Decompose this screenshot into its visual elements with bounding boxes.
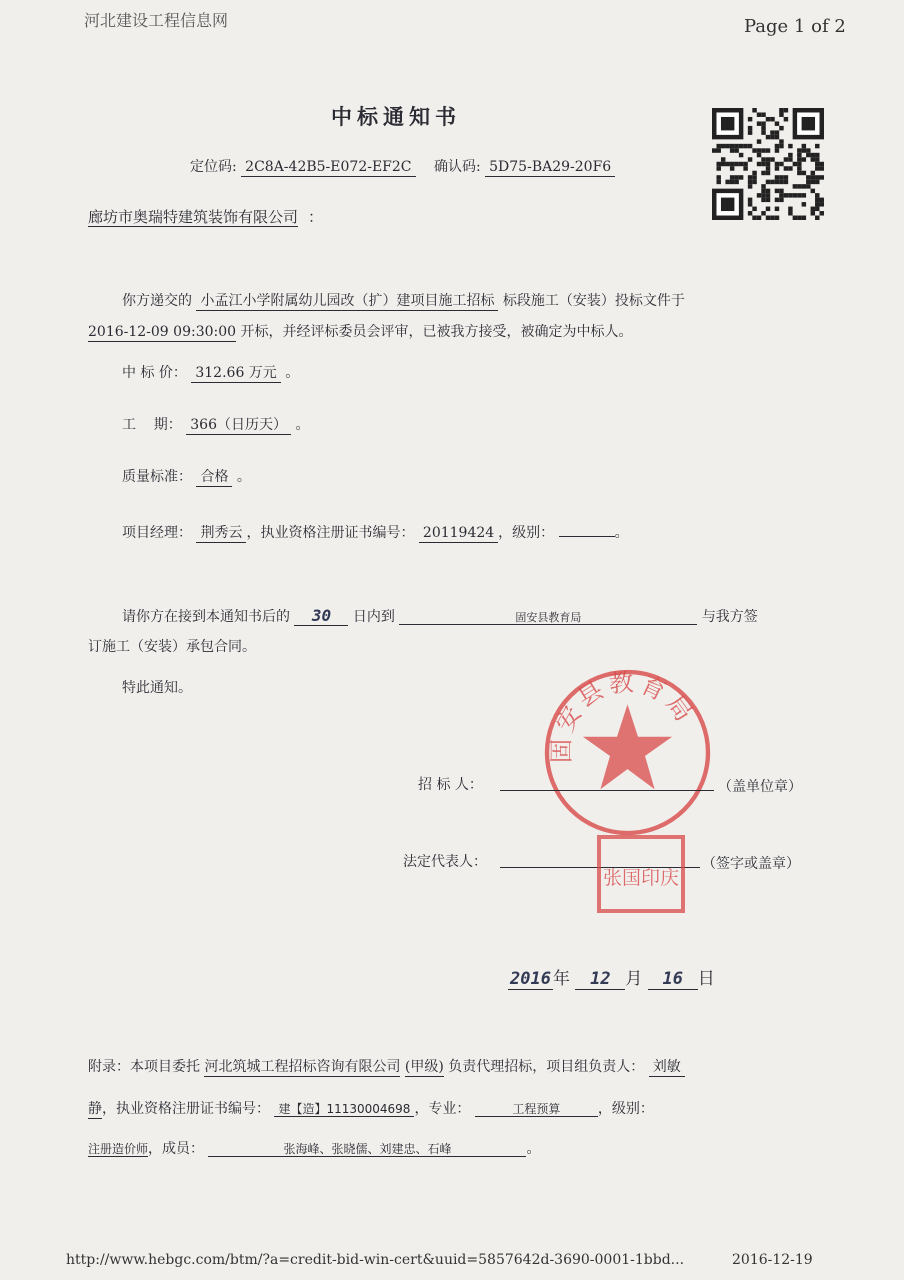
quality-standard: 合格 [196,469,232,487]
price-label: 中 标 价： [122,365,187,381]
date-year-unit: 年 [552,969,570,989]
paragraph-1-line-1 [122,290,685,311]
name-seal-text: 张国印庆 [602,867,680,889]
open-time: 2016-12-09 09:30:00 [88,324,237,340]
appendix-end: 。 [526,1141,541,1157]
rep-note: （签字或盖章） [702,856,800,872]
p1-mid: 标段施工（安装）投标文件于 [502,293,685,309]
agent-name: 河北筑城工程招标咨询有限公司 [204,1059,401,1075]
quality-label: 质量标准： [122,469,192,485]
appendix-pre: 附录：本项目委托 [88,1059,200,1075]
qr-code-icon [712,108,824,220]
appendix-cert-label: ，执业资格注册证书编号： [102,1101,270,1117]
period-end: 。 [295,417,310,433]
locator-label: 定位码: [190,159,237,175]
confirm-code: 5D75-BA29-20F6 [485,159,615,177]
period-row [122,414,309,435]
manager-row [122,522,629,543]
price-row [122,362,299,383]
name-seal-icon [596,834,686,914]
date-month-unit: 月 [625,969,643,989]
quality-end: 。 [236,469,251,485]
seal-text: 固安县教育局 [546,667,702,764]
appendix-line-2 [88,1098,654,1119]
appendix-major-label: ，专业： [414,1101,471,1117]
footer-date: 2016-12-19 [732,1252,813,1268]
date-day: 16 [648,969,698,990]
appendix-line-3 [88,1138,540,1158]
date-line [508,964,715,990]
pm-cert-label: ，执业资格注册证书编号： [246,525,415,541]
footer-url: http://www.hebgc.com/btm/?a=credit-bid-win-cert&uuid=5857642d-3690-0001-1bbd... [66,1252,685,1268]
date-day-unit: 日 [697,969,715,989]
confirm-label: 确认码: [433,159,481,175]
construction-period: 366（日历天） [186,417,291,435]
agent-cert-number: 建【造】11130004698 [274,1102,414,1117]
bid-price: 312.66 万元 [191,365,280,383]
contract-post: 与我方签 [701,609,758,625]
leader-name-cont: 静 [88,1101,102,1117]
pm-cert-number: 20119424 [419,525,498,543]
price-end: 。 [285,365,300,381]
appendix-line-1 [88,1056,685,1077]
official-seal-icon [540,665,715,840]
tenderer-line [500,790,714,791]
contract-pre: 请你方在接到本通知书后的 [122,609,290,625]
locator-code: 2C8A-42B5-E072-EF2C [241,159,415,177]
paragraph-1-line-2 [88,321,633,342]
addressee-name: 廊坊市奥瑞特建筑装饰有限公司 [88,208,299,226]
tenderer-label: 招 标 人： [418,777,483,793]
addressee-colon: ： [308,208,324,226]
contract-place: 固安县教育局 [399,611,697,625]
page-number: Page 1 of 2 [744,16,846,37]
contract-line-1 [122,606,758,626]
addressee-line [88,206,323,227]
contract-mid: 日内到 [352,609,395,625]
rep-label: 法定代表人： [403,854,487,870]
agent-level: (甲级) [404,1059,444,1075]
appendix-grade-label: ，级别： [597,1101,654,1117]
quality-row [122,466,251,487]
pm-grade-end: 。 [614,525,629,541]
pm-label: 项目经理： [122,525,192,541]
tenderer-note: （盖单位章） [718,779,802,795]
notice-text: 特此通知。 [122,680,192,696]
code-line [190,156,615,177]
date-month: 12 [575,969,625,990]
contract-days: 30 [294,606,348,626]
appendix-members-label: ，成员： [148,1141,205,1157]
agent-grade: 注册造价师 [88,1142,149,1156]
contract-line-2: 订施工（安装）承包合同。 [88,639,256,655]
team-members: 张海峰、张晓儒、刘建忠、石峰 [208,1142,526,1157]
leader-name: 刘敏 [649,1059,685,1077]
pm-grade-blank [559,536,615,537]
project-manager: 荆秀云 [196,525,246,543]
project-name: 小孟江小学附属幼儿园改（扩）建项目施工招标 [196,293,498,311]
date-year: 2016 [510,969,551,989]
agent-major: 工程预算 [475,1102,598,1117]
appendix-mid: 负责代理招标，项目组负责人： [448,1059,645,1075]
p1-post: 开标，并经评标委员会评审，已被我方接受，被确定为中标人。 [240,324,633,340]
pm-grade-label: ，级别： [498,525,555,541]
document-title: 中标通知书 [331,105,461,129]
p1-pre: 你方递交的 [122,293,192,309]
period-label: 工 期： [122,417,182,433]
site-name: 河北建设工程信息网 [84,11,229,30]
